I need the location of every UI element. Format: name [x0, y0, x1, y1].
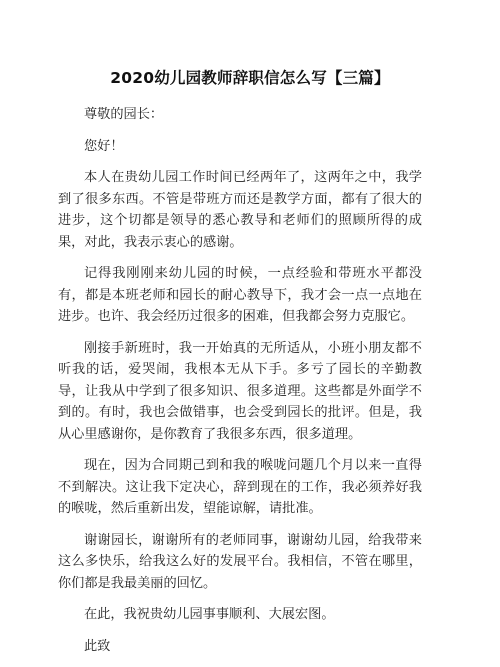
paragraph: 谢谢园长，谢谢所有的老师同事，谢谢幼儿园，给我带来这么多快乐，给我这么好的发展平台。我相信，不管在哪里，你们都是我最美丽的回忆。: [58, 532, 422, 591]
paragraph: 记得我刚刚来幼儿园的时候，一点经验和带班水平都没有，都是本班老师和园长的耐心教导下，我才会一点一点地在进步。也许、我会经历过很多的困难，但我都会努力克服它。: [58, 266, 422, 324]
paragraph: 本人在贵幼儿园工作时间已经两年了，这两年之中，我学到了很多东西。不管是带班方而还是教学方面，都有了很大的进步，这个切都是领导的悉心教导和老师们的照顾所得的成果，对此，我表示衷心的感谢。: [58, 170, 422, 250]
greeting: 您好！: [84, 138, 124, 154]
letter-body: [58, 104, 422, 667]
document-title: 2020幼儿园教师辞职信怎么写【三篇】: [110, 69, 390, 87]
paragraph: 现在，因为合同期己到和我的喉咙问题几个月以来一直得不到解决。这让我下定决心，辞到现在的工作，我必须养好我的喉咙，然后重新出发，望能谅解，请批准。: [58, 458, 422, 516]
paragraph: 刚接手新班时，我一开始真的无所适从，小班小朋友都不听我的话，爱哭闹，我根本无从下手。多亏了园长的辛勤教导，让我从中学到了很多知识、很多道理。这些都是外面学不到的。有时，我也会做错事，也会受到园长的批评。但是，我从心里感谢你，是你教育了我很多东西，很多道理。: [58, 340, 422, 442]
salutation: 尊敬的园长：: [84, 107, 164, 122]
closing-phrase: 此致: [84, 638, 111, 654]
paragraph: 在此，我祝贵幼儿园事事顺利、大展宏图。: [84, 607, 335, 622]
